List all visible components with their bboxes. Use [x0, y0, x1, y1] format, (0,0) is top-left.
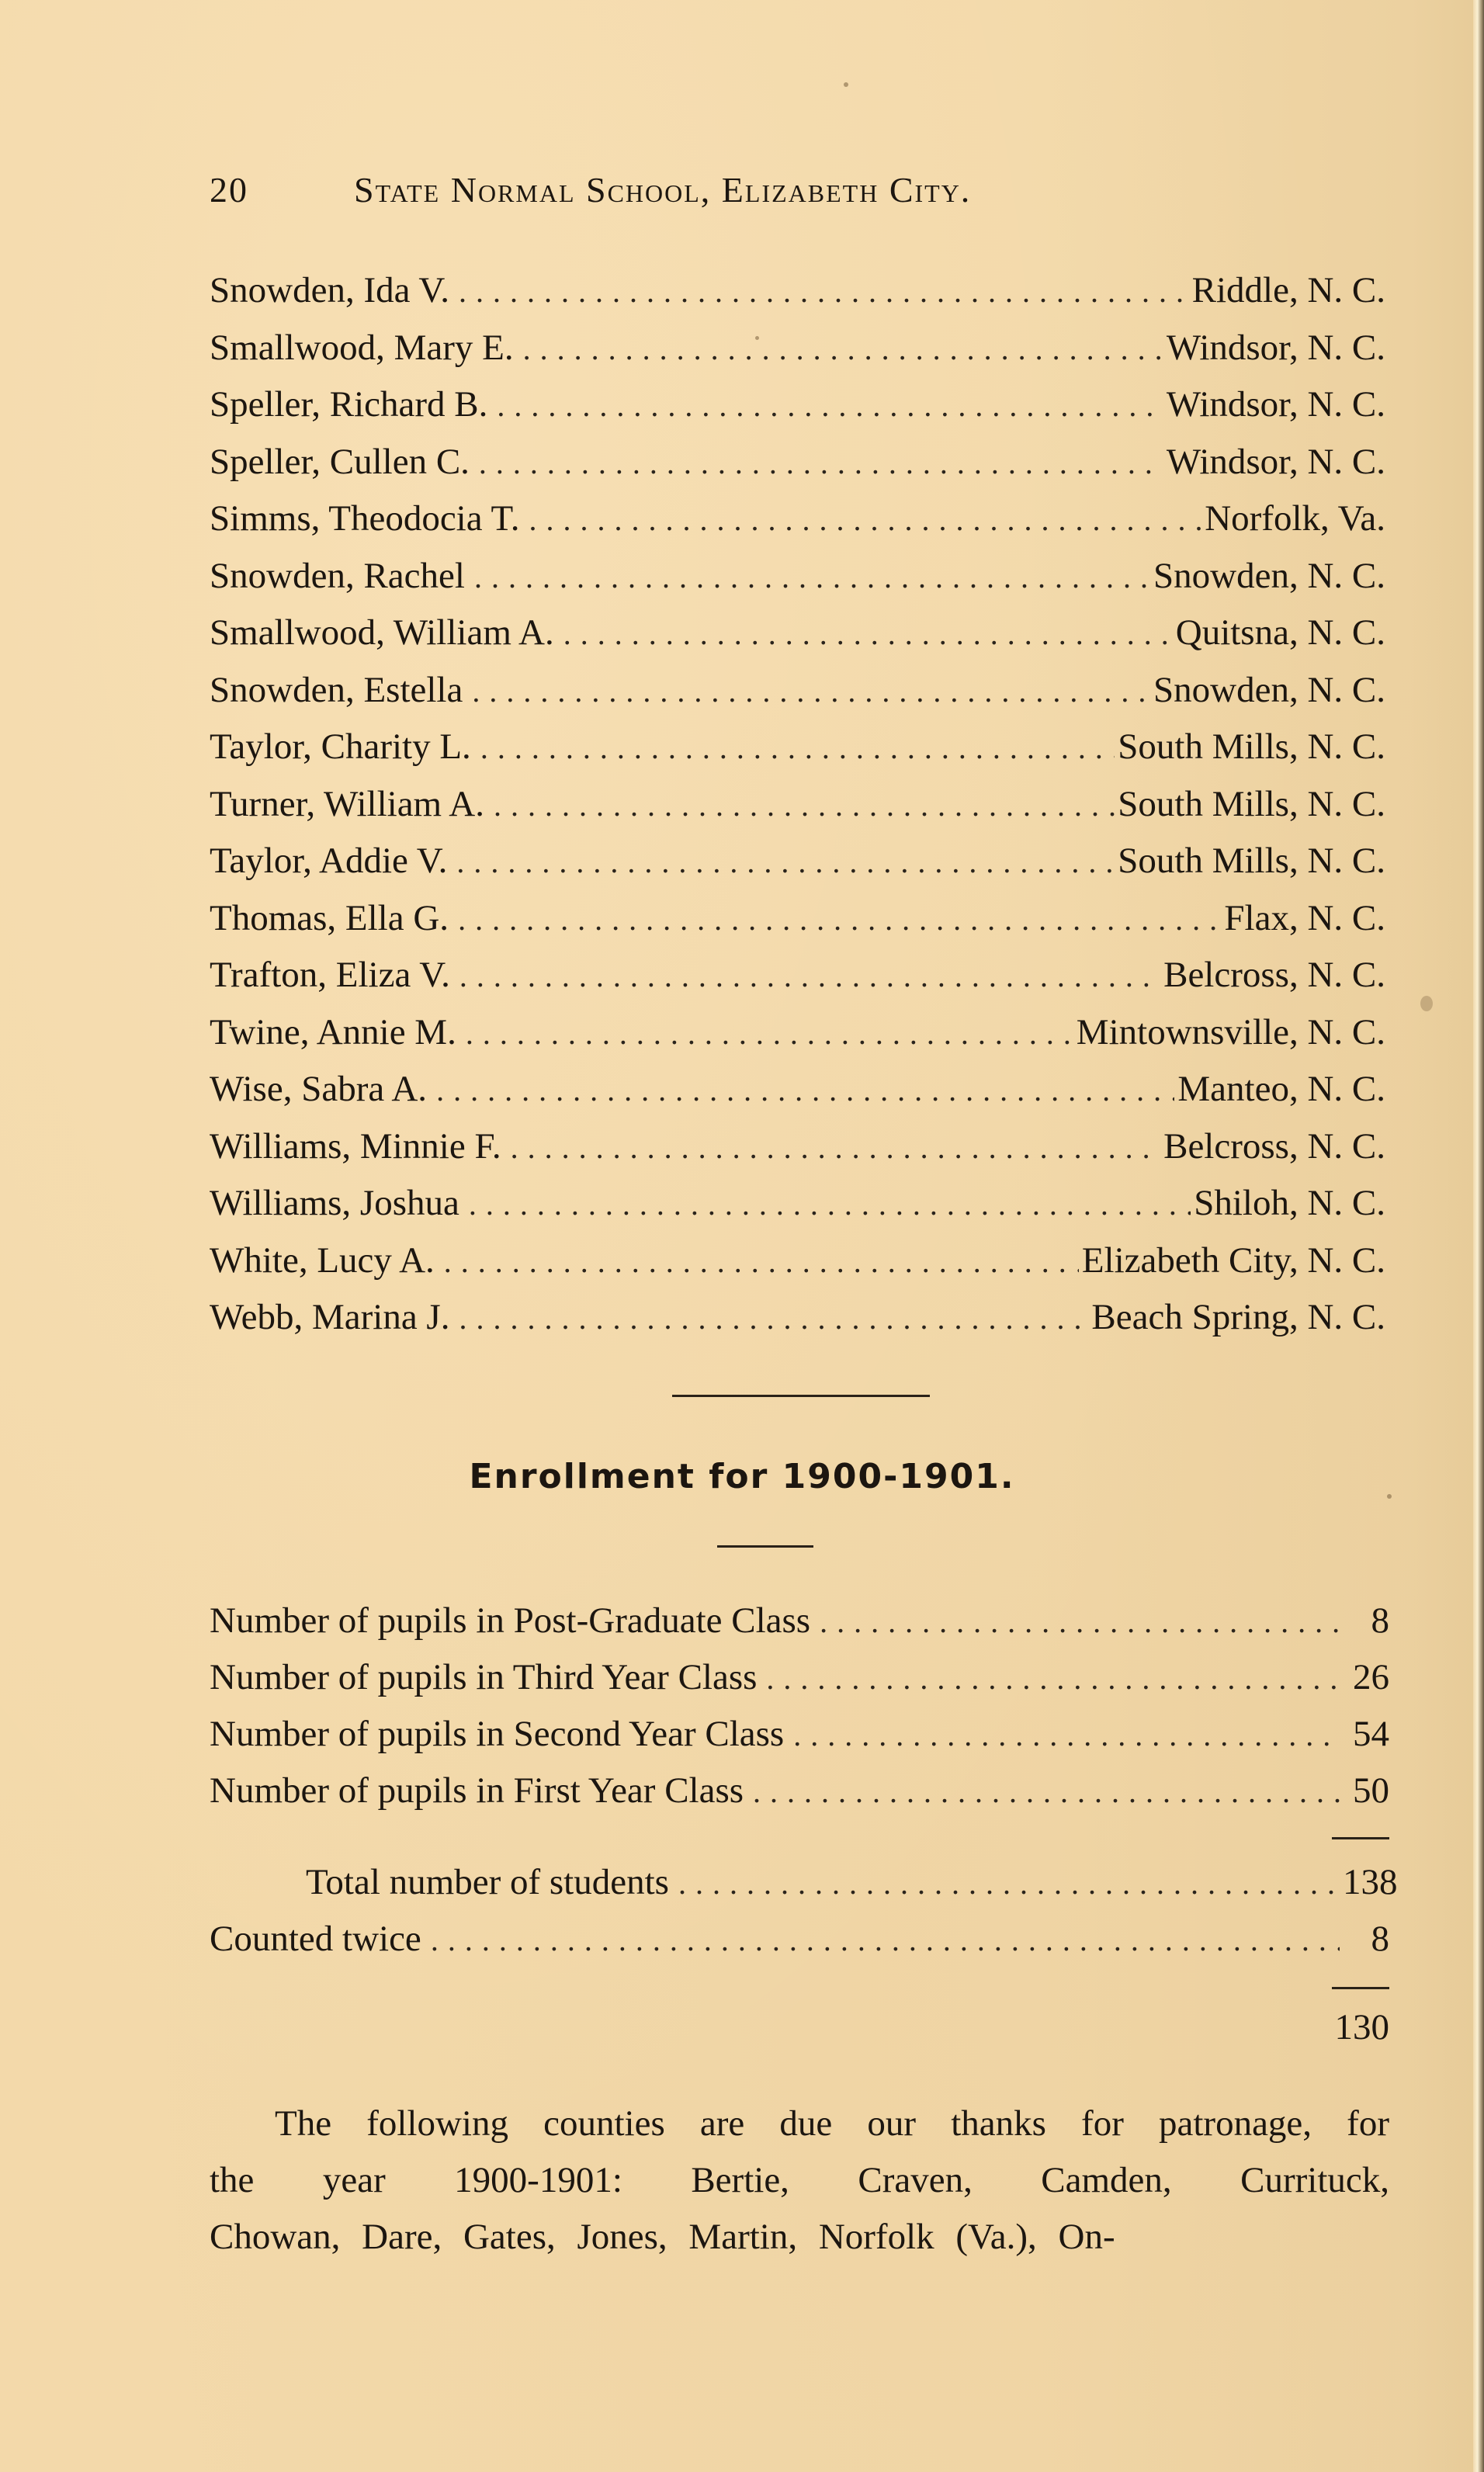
student-hometown: Flax, N. C. [1224, 897, 1385, 938]
dot-leader [497, 377, 1163, 435]
student-hometown: Beach Spring, N. C. [1091, 1297, 1385, 1337]
dot-leader [472, 663, 1150, 720]
running-title: State Normal School, Elizabeth City. [354, 170, 972, 210]
dot-leader [456, 834, 1115, 891]
student-hometown: Norfolk, Va. [1205, 498, 1385, 539]
dot-leader [444, 1233, 1079, 1291]
running-head [210, 169, 1296, 210]
student-hometown: Belcross, N. C. [1163, 955, 1385, 995]
class-label: Number of pupils in First Year Class [210, 1770, 744, 1811]
student-hometown: Snowden, N. C. [1153, 555, 1385, 596]
dot-leader [459, 263, 1189, 321]
student-hometown: Riddle, N. C. [1191, 270, 1385, 310]
total-row [210, 1854, 1398, 1911]
counted-twice-row [210, 1911, 1389, 1968]
roster-row [210, 776, 1385, 834]
student-name: Twine, Annie M. [210, 1011, 456, 1052]
total-label: Total number of students [306, 1862, 669, 1902]
student-name: Smallwood, William A. [210, 612, 554, 653]
student-hometown: Quitsna, N. C. [1175, 612, 1385, 653]
paragraph-line: The following counties are due our thanks for patronage, for [275, 2103, 1389, 2144]
enrollment-row [210, 1593, 1389, 1649]
roster-row [210, 434, 1385, 491]
enrollment-row [210, 1763, 1389, 1819]
roster-row [210, 1061, 1385, 1118]
roster-row [210, 833, 1385, 890]
dot-leader [474, 549, 1150, 606]
student-hometown: Windsor, N. C. [1166, 441, 1385, 482]
class-label: Number of pupils in Second Year Class [210, 1714, 785, 1754]
sum-rule [1332, 1987, 1389, 1989]
class-count: 8 [1371, 1600, 1389, 1641]
roster-row [210, 548, 1385, 605]
student-name: Snowden, Rachel [210, 555, 465, 596]
spacer [210, 1819, 1389, 1854]
dot-leader [678, 1855, 1340, 1912]
roster-row [210, 1289, 1385, 1347]
student-hometown: Windsor, N. C. [1166, 384, 1385, 425]
class-label: Number of pupils in Third Year Class [210, 1657, 758, 1697]
student-hometown: Belcross, N. C. [1163, 1125, 1385, 1167]
student-name: Williams, Minnie F. [210, 1125, 501, 1167]
page-number: 20 [210, 170, 248, 210]
dot-leader [511, 1119, 1161, 1177]
roster-row [210, 1175, 1385, 1233]
dot-leader [466, 1005, 1073, 1063]
section-divider [672, 1395, 930, 1397]
dot-leader [480, 719, 1115, 777]
dot-leader [459, 1290, 1088, 1347]
net-total: 130 [1334, 2007, 1389, 2047]
enrollment-row [210, 1706, 1389, 1763]
class-label: Number of pupils in Post-Graduate Class [210, 1600, 811, 1641]
dot-leader [494, 777, 1115, 834]
page-edge-shadow [1473, 0, 1484, 2472]
roster-row [210, 376, 1385, 434]
student-name: Taylor, Addie V. [210, 841, 448, 881]
student-name: Williams, Joshua [210, 1183, 459, 1223]
paper-speck [1420, 996, 1433, 1011]
dot-leader [529, 491, 1201, 549]
dot-leader [820, 1593, 1340, 1650]
student-hometown: Elizabeth City, N. C. [1081, 1239, 1385, 1281]
section-heading: Enrollment for 1900-1901. [469, 1457, 1015, 1496]
paragraph-line: Chowan, Dare, Gates, Jones, Martin, Norfolk (Va.), On- [210, 2217, 1115, 2257]
dot-leader [436, 1062, 1174, 1119]
roster-row [210, 1004, 1385, 1062]
dot-leader [766, 1650, 1340, 1707]
student-name: Smallwood, Mary E. [210, 327, 514, 368]
student-hometown: Mintownsville, N. C. [1076, 1011, 1385, 1052]
student-hometown: Shiloh, N. C. [1194, 1183, 1385, 1223]
roster-row [210, 947, 1385, 1004]
student-hometown: Manteo, N. C. [1177, 1069, 1385, 1109]
student-hometown: South Mills, N. C. [1118, 783, 1385, 824]
roster-row [210, 890, 1385, 948]
student-name: Speller, Richard B. [210, 384, 488, 425]
student-name: Webb, Marina J. [210, 1297, 450, 1337]
counted-twice-label: Counted twice [210, 1919, 421, 1959]
roster-row [210, 262, 1385, 320]
class-count: 26 [1353, 1657, 1389, 1697]
paper-speck [844, 82, 848, 87]
dot-leader [469, 1176, 1191, 1233]
student-name: Simms, Theodocia T. [210, 498, 520, 539]
roster-row [210, 662, 1385, 719]
student-hometown: Windsor, N. C. [1166, 327, 1385, 368]
roster-row [210, 1233, 1385, 1290]
roster-row [210, 605, 1385, 662]
sum-rule [1332, 1837, 1389, 1839]
student-hometown: Snowden, N. C. [1153, 669, 1385, 710]
dot-leader [753, 1763, 1340, 1820]
dot-leader [563, 605, 1173, 663]
roster-row [210, 719, 1385, 776]
total-count: 138 [1343, 1862, 1398, 1902]
roster-row [210, 1118, 1385, 1176]
student-name: Taylor, Charity L. [210, 726, 471, 767]
roster-row [210, 491, 1385, 548]
section-divider [717, 1545, 813, 1548]
enrollment-row [210, 1649, 1389, 1706]
student-hometown: South Mills, N. C. [1118, 726, 1385, 767]
class-count: 54 [1353, 1714, 1389, 1754]
student-name: Snowden, Ida V. [210, 270, 449, 310]
student-hometown: South Mills, N. C. [1118, 841, 1385, 881]
dot-leader [523, 321, 1163, 378]
student-name: Wise, Sabra A. [210, 1069, 428, 1109]
student-name: Speller, Cullen C. [210, 441, 470, 482]
dot-leader [479, 435, 1163, 492]
closing-paragraph [210, 2096, 1389, 2266]
dot-leader [431, 1912, 1340, 1968]
enrollment-table [210, 1593, 1398, 1968]
roster-row [210, 320, 1385, 377]
counted-twice-count: 8 [1371, 1919, 1389, 1959]
student-name: White, Lucy A. [210, 1239, 435, 1281]
student-roster [210, 262, 1385, 1347]
class-count: 50 [1353, 1770, 1389, 1811]
dot-leader [459, 948, 1160, 1005]
paragraph-line: the year 1900-1901: Bertie, Craven, Camden, Currituck, [210, 2160, 1389, 2200]
dot-leader [458, 891, 1221, 948]
student-name: Turner, William A. [210, 783, 484, 824]
dot-leader [793, 1707, 1340, 1763]
student-name: Thomas, Ella G. [210, 897, 449, 938]
student-name: Trafton, Eliza V. [210, 955, 450, 995]
student-name: Snowden, Estella [210, 669, 463, 710]
